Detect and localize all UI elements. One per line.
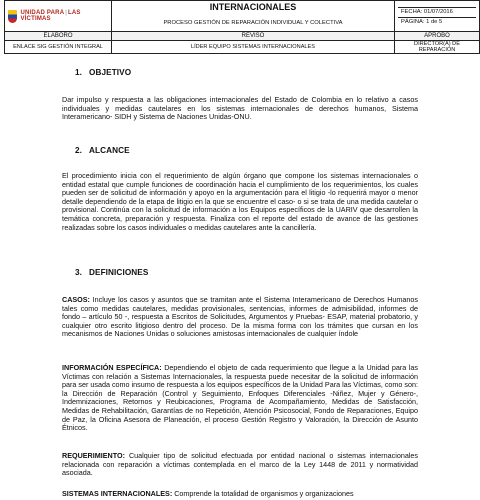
sign-value-aprobo: DIRECTOR(A) DE REPARACIÓN [395, 41, 480, 54]
alcance-paragraph: El procedimiento inicia con el requerimiento de algún órgano que compone los sistemas internacionales o entidad estatal que cumple funciones de coordinación hacia el cumplimiento de los requerimientos, los cuales pueden ser de solicitud de información y apoyo en la argumentación para el litigio -lo requerirá mayor o menor detalle dependiendo de la etapa de litigio en la que se encuentre el caso- o si se trata de una medida cautelar o provisional. Continúa con la solicitud de información a los Equipos específicos de la UARIV que desarrollen la temática concreta, preparación y respuesta. Finaliza con el reporte del estado de avance de las gestiones realizadas sobre los casos individuales o medidas cautelares ante la cancillería. [62, 171, 418, 232]
sign-value-reviso: LÍDER EQUIPO SISTEMAS INTERNACIONALES [112, 41, 395, 54]
logo-cell [5, 1, 112, 32]
process-name: PROCESO GESTIÓN DE REPARACIÓN INDIVIDUAL Y COLECTIVA [163, 19, 343, 26]
colombia-shield-icon [8, 10, 17, 23]
document-header [4, 0, 480, 54]
logo-text-part2: LAS VÍCTIMAS [20, 10, 81, 22]
page-line: PÁGINA: 1 de 5 [401, 19, 443, 25]
sign-header-elaboro: ELABORO [5, 32, 112, 41]
sign-value-elaboro: ENLACE SIG GESTIÓN INTEGRAL [5, 41, 112, 54]
title-cell [112, 1, 395, 32]
definition-requerimiento: REQUERIMIENTO: Cualquier tipo de solicitud efectuada por entidad nacional o sistemas internacionales relacionada con reparación a víctimas contemplada en el marco de la Ley 1448 de 2011 y normatividad asociada. [62, 451, 418, 478]
definition-casos: CASOS: Incluye los casos y asuntos que se tramitan ante el Sistema Interamericano de Derechos Humanos tales como medidas cautelares, medidas provisionales, sentencias, informes de admisibilidad, informes de fondo – artículo 50 -, respuesta a Escritos de Solicitudes, Argumentos y Pruebas- ESAP, material probatorio, y cualquier otro escrito litigioso dentro del proceso. De la misma forma con los trámites que cursan en los mecanismos de Naciones Unidas o soluciones amistosas internacionales de cualquier índole [62, 295, 418, 339]
date-line: FECHA: 01/07/2016 [398, 8, 476, 19]
objetivo-paragraph: Dar impulso y respuesta a las obligaciones internacionales del Estado de Colombia en lo relativo a casos individuales y medidas cautelares en los sistemas internacionales de derechos humanos, Sistema Interamericano- SIDH y Sistema de Naciones Unidas-ONU. [62, 95, 418, 122]
definition-informacion-especifica: INFORMACIÓN ESPECÍFICA: Dependiendo el objeto de cada requerimiento que llegue a la Unidad para las Víctimas con relación a Sistemas Internacionales, la respuesta puede necesitar de la solicitud de información para ser usada como insumo de respuesta a los equipos específicos de la Unidad Para las Víctimas, como son: la Dirección de Reparación (Control y Seguimiento, Enfoques Diferenciales -Niñez, Mujer y Género-, Indemnizaciones, Retornos y Reubicaciones, Programa de Acompañamiento, Medidas de Satisfacción, Medidas de Rehabilitación, Garantías de no Repetición, Atención Psicosocial, Fondo de Reparaciones, Equipo de Paz, la Oficina Asesora de Planeación, el proceso Gestión Registro y Valoración, la Dirección de Asunto Étnicos. [62, 363, 419, 433]
sign-header-aprobo: APROBÓ [395, 32, 480, 41]
unidad-victimas-logo: UNIDAD PARA|LAS VÍCTIMAS [8, 10, 108, 23]
section-heading-objetivo: 1. OBJETIVO [75, 68, 132, 77]
section-heading-definiciones: 3. DEFINICIONES [75, 268, 149, 277]
document-title: INTERNACIONALES [209, 1, 297, 12]
sign-header-reviso: REVISÓ [112, 32, 395, 41]
meta-cell [395, 1, 480, 32]
section-heading-alcance: 2. ALCANCE [75, 146, 130, 155]
definition-sistemas-internacionales: SISTEMAS INTERNACIONALES: Comprende la totalidad de organismos y organizaciones [62, 489, 354, 498]
logo-text-part1: UNIDAD PARA [20, 10, 65, 16]
